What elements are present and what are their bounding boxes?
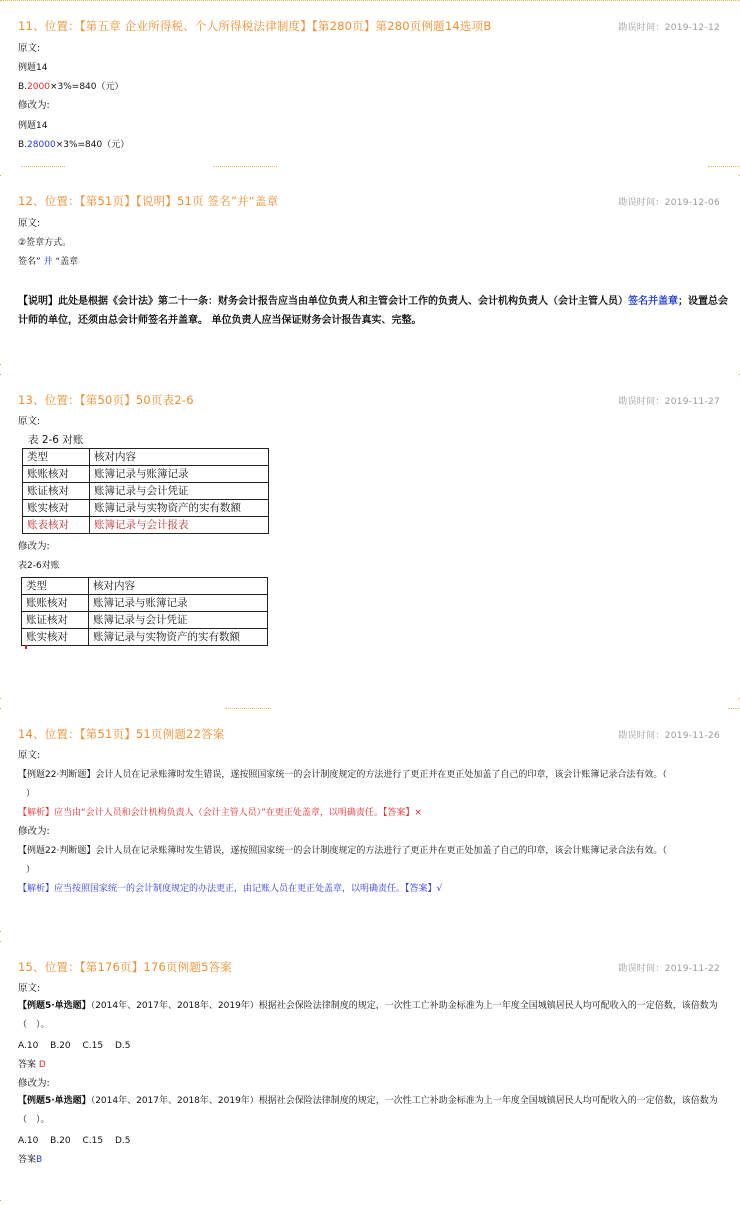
original-label: 原文: xyxy=(18,218,41,229)
note-text: 【说明】此处是根据《会计法》第二十一条：财务会计报告应当由单位负责人和主管会计工作的负责人、会计机构负责人（会计主管人员） xyxy=(18,296,628,307)
original-answer xyxy=(18,1059,46,1071)
text: “盖章 xyxy=(55,257,79,267)
erratum-date: 勘误时间：2019-12-12 xyxy=(618,23,720,33)
edge-dot xyxy=(0,708,1,709)
header-cell: 类型 xyxy=(23,449,90,466)
entry-heading[interactable]: 15、位置：【第176页】176页例题5答案 xyxy=(18,960,232,974)
formula-prefix: B. xyxy=(18,140,28,150)
text: 签名” xyxy=(18,257,41,267)
table-cell: 账证核对 xyxy=(22,612,89,629)
edge-dot xyxy=(0,364,1,365)
original-line: ②签章方式。 xyxy=(18,238,72,248)
revised-formula xyxy=(18,139,129,151)
header-cell: 类型 xyxy=(22,578,89,595)
separator-dots xyxy=(213,166,277,167)
erratum-date: 勘误时间：2019-11-22 xyxy=(618,964,720,974)
edge-dot xyxy=(0,374,1,375)
table-cell: 账证核对 xyxy=(23,483,90,500)
formula-prefix: B. xyxy=(18,82,28,92)
header-cell: 核对内容 xyxy=(90,449,269,466)
original-formula xyxy=(18,81,124,93)
separator-dots xyxy=(728,708,740,709)
table-cell: 账簿记录与会计报表 xyxy=(90,517,269,534)
edge-dot xyxy=(0,941,1,942)
edge-dot xyxy=(0,175,1,176)
table-cell: 账实核对 xyxy=(23,500,90,517)
table-row xyxy=(23,500,269,517)
answer-label: 答案 xyxy=(18,1155,37,1165)
revised-label: 修改为: xyxy=(18,541,50,552)
formula-suffix: ×3%=840（元） xyxy=(55,140,130,150)
erratum-date: 勘误时间：2019-12-06 xyxy=(618,198,720,208)
answer-value-old: D xyxy=(38,1060,46,1070)
table-row xyxy=(22,629,268,646)
table-cell: 账簿记录与会计凭证 xyxy=(90,483,269,500)
entry-heading[interactable]: 14、位置：【第51页】51页例题22答案 xyxy=(18,727,225,741)
edit-marker xyxy=(25,645,27,649)
table-row xyxy=(22,612,268,629)
original-label: 原文: xyxy=(18,983,41,994)
separator-dots xyxy=(21,166,65,167)
question-body: （2014年、2017年、2018年、2019年）根据社会保险法律制度的规定，一次性工亡补助金标准为上一年度全国城镇居民人均可配收入的一定倍数，该倍数为（ ）。 xyxy=(18,1001,718,1030)
edge-dot xyxy=(0,931,1,932)
options: A.10 B.20 C.15 D.5 xyxy=(18,1136,131,1146)
original-table xyxy=(22,448,269,534)
question-text: 【例题22·判断题】会计人员在记录账簿时发生错误，遂按照国家统一的会计制度规定的方法进行了更正并在更正处加盖了自己的印章，该会计账簿记录合法有效。（ xyxy=(18,846,667,856)
erratum-date: 勘误时间：2019-11-26 xyxy=(618,731,720,741)
table-cell: 账簿记录与会计凭证 xyxy=(89,612,268,629)
table-row xyxy=(23,483,269,500)
table-caption: 表 2-6 对账 xyxy=(28,434,84,446)
top-dotted-border xyxy=(0,0,740,1)
original-line xyxy=(18,256,78,268)
explanation-note xyxy=(18,292,730,330)
question-type: 【例题5·单选题】 xyxy=(18,1001,91,1011)
table-row-removed xyxy=(23,517,269,534)
table-cell: 账簿记录与实物资产的实有数额 xyxy=(90,500,269,517)
revised-answer xyxy=(18,1154,42,1166)
header-cell: 核对内容 xyxy=(89,578,268,595)
table-cell: 账账核对 xyxy=(22,595,89,612)
note-highlight: 签名并盖章 xyxy=(628,296,678,307)
original-analysis: 【解析】应当由“会计人员和会计机构负责人（会计主管人员）”在更正处盖章，以明确责任。【答案】× xyxy=(18,808,422,818)
question-text: 【例题22·判断题】会计人员在记录账簿时发生错误，遂按照国家统一的会计制度规定的方法进行了更正并在更正处加盖了自己的印章，该会计账簿记录合法有效。（ xyxy=(18,770,667,780)
separator-dots xyxy=(708,166,740,167)
entry-heading[interactable]: 12、位置：【第51页】【说明】51页 签名”并“盖章 xyxy=(18,194,279,208)
revised-table xyxy=(21,577,268,646)
question-body: （2014年、2017年、2018年、2019年）根据社会保险法律制度的规定，一次性工亡补助金标准为上一年度全国城镇居民人均可配收入的一定倍数，该倍数为（ ）。 xyxy=(18,1096,718,1125)
table-cell: 账实核对 xyxy=(22,629,89,646)
formula-highlight-old: 2000 xyxy=(27,82,50,92)
answer-label: 答案 xyxy=(18,1060,39,1070)
table-cell: 账账核对 xyxy=(23,466,90,483)
formula-suffix: ×3%=840（元） xyxy=(49,82,124,92)
table-header-row xyxy=(22,578,268,595)
question-close: ） xyxy=(26,865,36,875)
revised-label: 修改为: xyxy=(18,100,50,111)
text-highlight: 并 xyxy=(43,257,53,267)
edge-dot xyxy=(0,698,1,699)
table-row xyxy=(22,595,268,612)
question-close: ） xyxy=(26,789,36,799)
original-label: 原文: xyxy=(18,43,41,54)
original-label: 原文: xyxy=(18,416,41,427)
revised-line: 例题14 xyxy=(18,121,48,131)
original-label: 原文: xyxy=(18,750,41,761)
question-text xyxy=(18,997,730,1035)
separator-dots xyxy=(225,708,271,709)
original-line: 例题14 xyxy=(18,63,48,73)
note-text: ；设置总会计师的单位，还须由总会计师签名并盖章。 单位负责人应当保证财务会计报告真实、完整。 xyxy=(18,296,728,326)
table-row xyxy=(23,466,269,483)
revised-label: 修改为: xyxy=(18,1078,50,1089)
table-caption: 表2-6对账 xyxy=(18,561,60,571)
revised-analysis: 【解析】应当按照国家统一的会计制度规定的办法更正，由记账人员在更正处盖章，以明确责任。【答案】√ xyxy=(18,884,443,894)
question-text xyxy=(18,1092,730,1130)
formula-highlight-new: 28000 xyxy=(27,140,56,150)
table-header-row xyxy=(23,449,269,466)
question-type: 【例题5·单选题】 xyxy=(18,1096,91,1106)
answer-value-new: B xyxy=(36,1155,43,1165)
table-cell: 账簿记录与账簿记录 xyxy=(90,466,269,483)
table-cell: 账簿记录与账簿记录 xyxy=(89,595,268,612)
edge-dot xyxy=(0,1200,1,1201)
erratum-date: 勘误时间：2019-11-27 xyxy=(618,397,720,407)
entry-heading[interactable]: 13、位置：【第50页】50页表2-6 xyxy=(18,393,194,407)
revised-label: 修改为: xyxy=(18,826,50,837)
table-cell: 账表核对 xyxy=(23,517,90,534)
entry-heading[interactable]: 11、位置：【第五章 企业所得税、个人所得税法律制度】【第280页】第280页例题14选项B xyxy=(18,19,492,33)
table-cell: 账簿记录与实物资产的实有数额 xyxy=(89,629,268,646)
options: A.10 B.20 C.15 D.5 xyxy=(18,1041,131,1051)
